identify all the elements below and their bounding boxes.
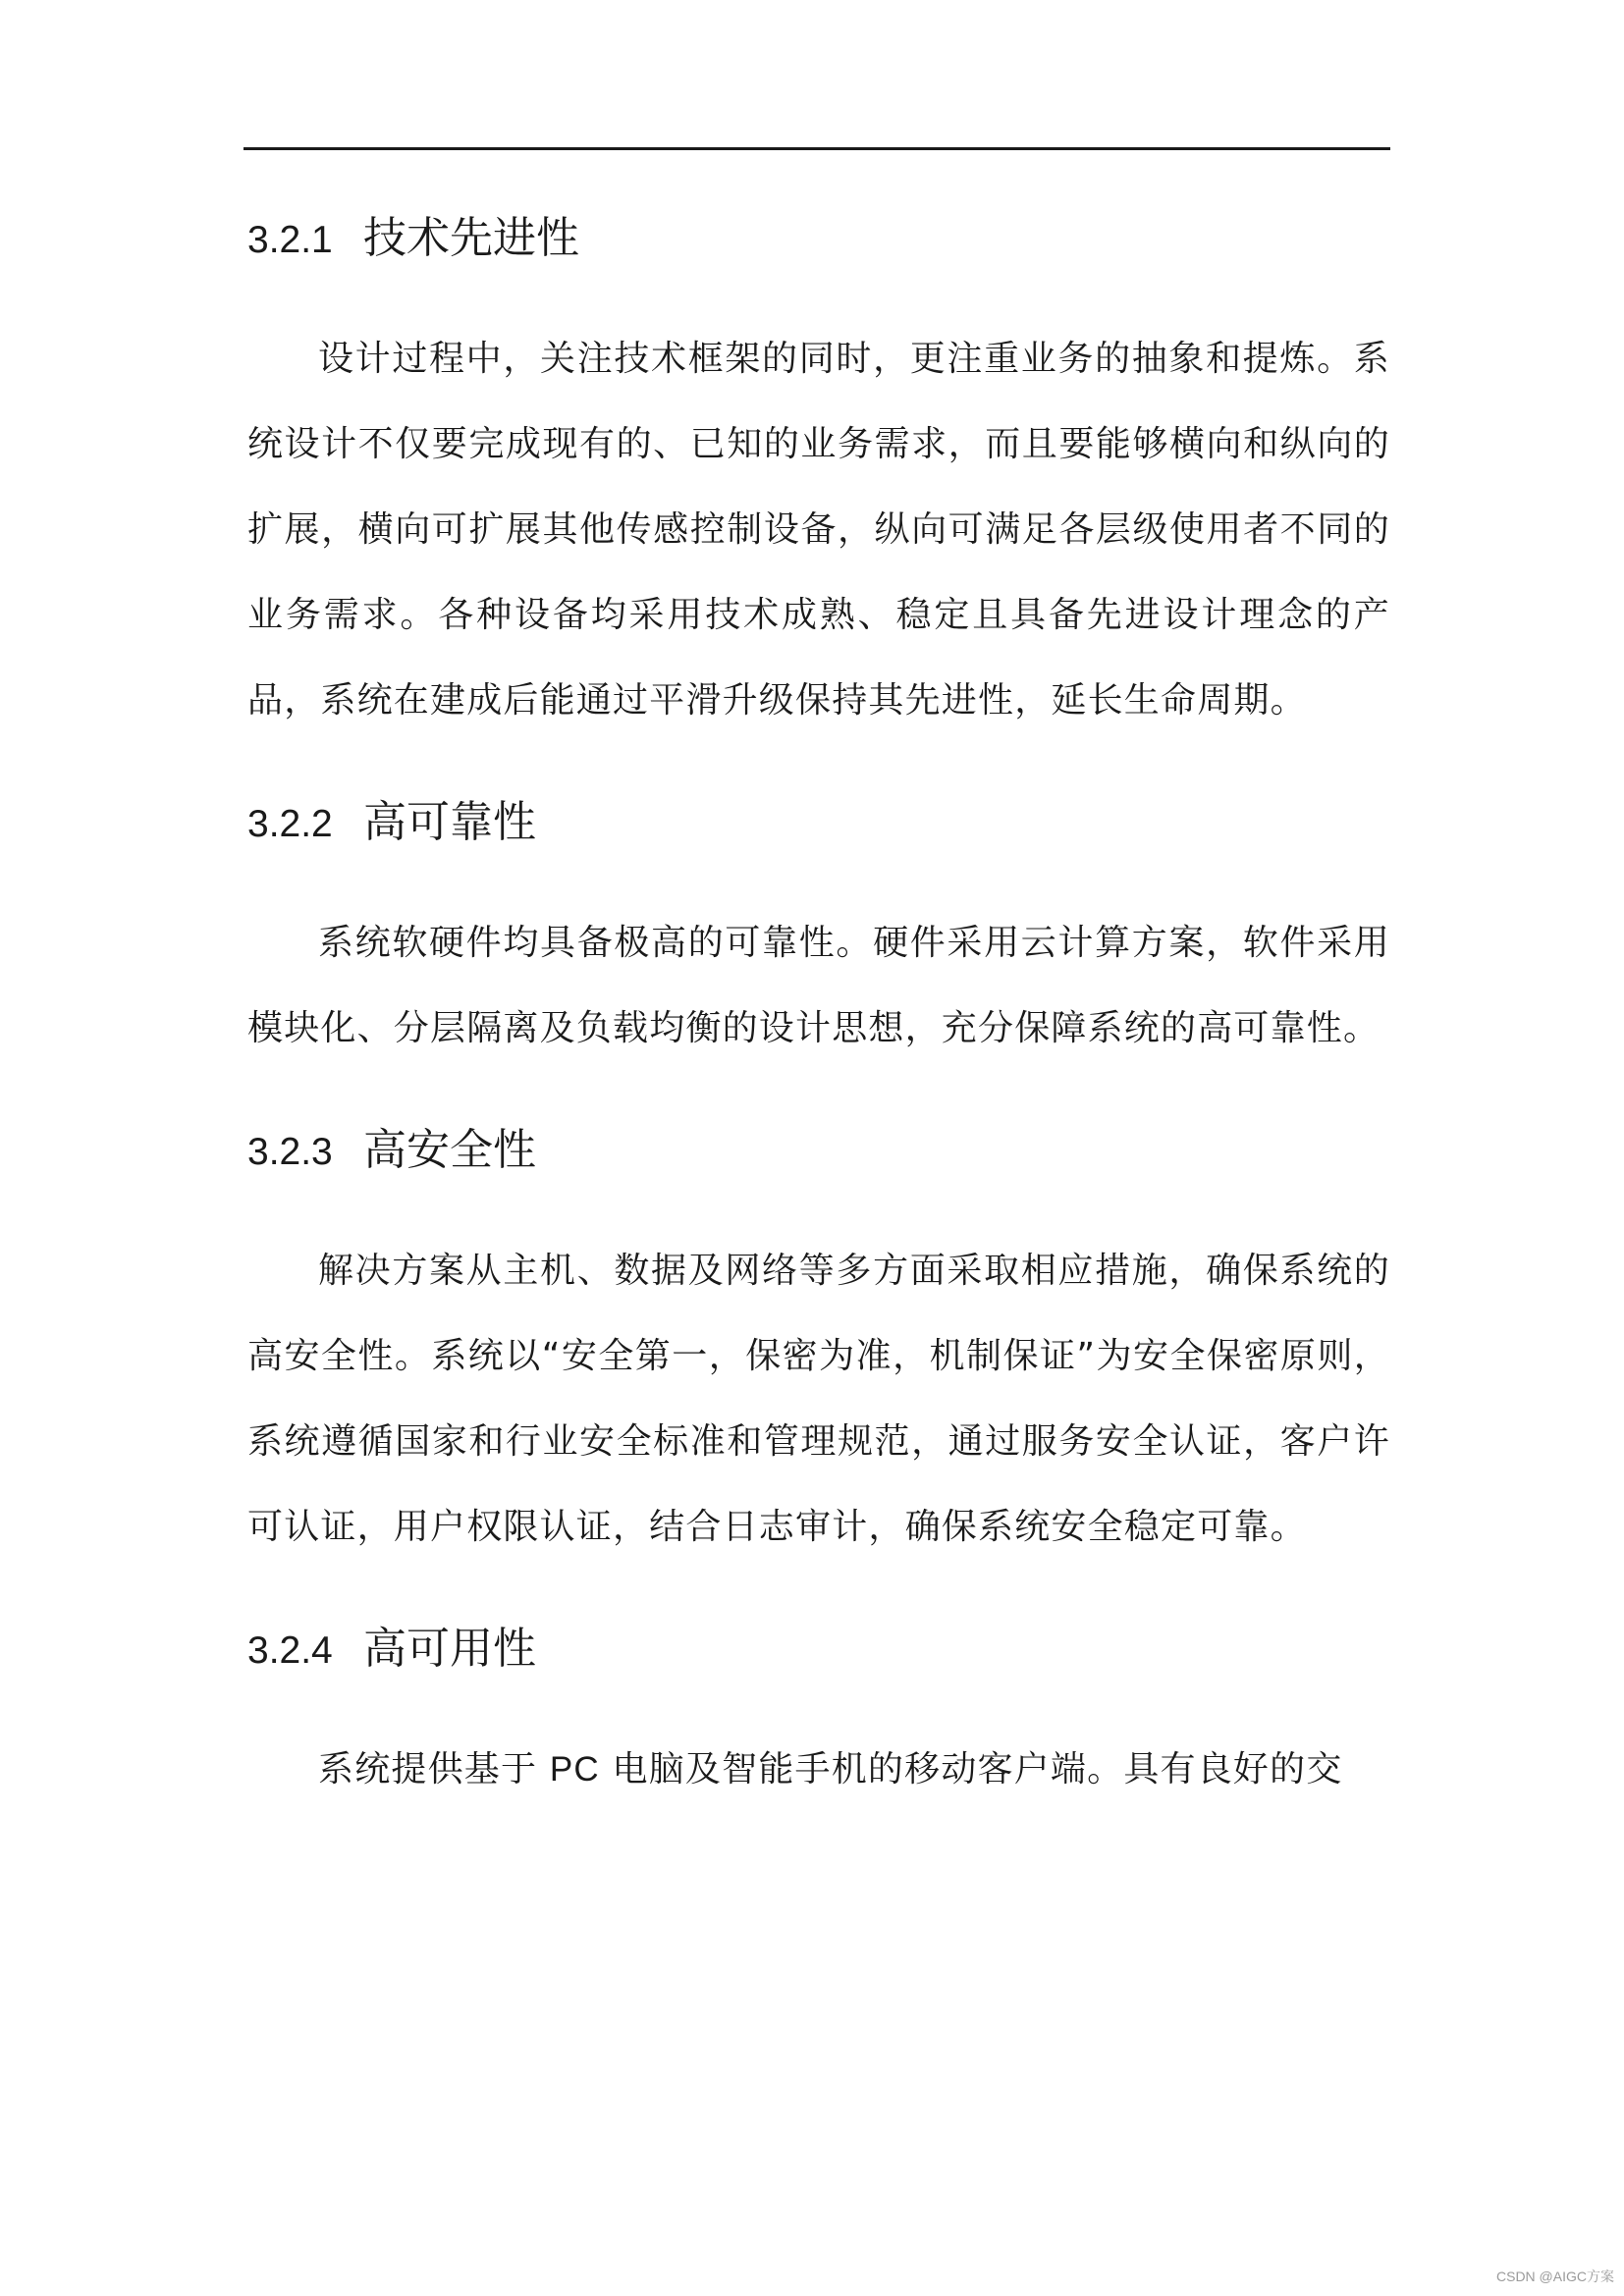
section-3-2-1	[247, 208, 1390, 743]
paragraph-text-pc: PC	[549, 1750, 600, 1789]
page-content	[247, 208, 1390, 1812]
section-3-2-2	[247, 792, 1390, 1071]
section-number: 3.2.3	[247, 1131, 333, 1173]
watermark: CSDN @AIGC方案	[1496, 2269, 1614, 2284]
paragraph-text-before: 系统提供基于	[318, 1749, 550, 1789]
section-heading	[247, 1120, 1390, 1181]
section-title: 技术先进性	[363, 213, 579, 263]
header-rule	[244, 147, 1390, 150]
section-paragraph: 解决方案从主机、数据及网络等多方面采取相应措施，确保系统的高安全性。系统以“安全第一，保密为准，机制保证”为安全保密原则，系统遵循国家和行业安全标准和管理规范，通过服务安全认证，客户许可认证，用户权限认证，结合日志审计，确保系统安全稳定可靠。	[247, 1251, 1390, 1547]
section-3-2-3	[247, 1120, 1390, 1570]
section-number: 3.2.2	[247, 803, 333, 845]
section-title: 高可靠性	[363, 797, 536, 847]
section-paragraph: 系统软硬件均具备极高的可靠性。硬件采用云计算方案，软件采用模块化、分层隔离及负载均衡的设计思想，充分保障系统的高可靠性。	[247, 923, 1390, 1048]
section-heading	[247, 208, 1390, 269]
section-number: 3.2.4	[247, 1629, 333, 1672]
section-heading	[247, 1619, 1390, 1680]
section-title: 高可用性	[363, 1624, 536, 1674]
section-title: 高安全性	[363, 1125, 536, 1175]
section-paragraph: 设计过程中，关注技术框架的同时，更注重业务的抽象和提炼。系统设计不仅要完成现有的、已知的业务需求，而且要能够横向和纵向的扩展，横向可扩展其他传感控制设备，纵向可满足各层级使用者不同的业务需求。各种设备均采用技术成熟、稳定且具备先进设计理念的产品，系统在建成后能通过平滑升级保持其先进性，延长生命周期。	[247, 339, 1390, 721]
section-number: 3.2.1	[247, 219, 333, 261]
section-3-2-4	[247, 1619, 1390, 1812]
paragraph-text-after: 电脑及智能手机的移动客户端。具有良好的交	[599, 1749, 1343, 1789]
section-heading	[247, 792, 1390, 853]
section-paragraph	[247, 1727, 1390, 1812]
